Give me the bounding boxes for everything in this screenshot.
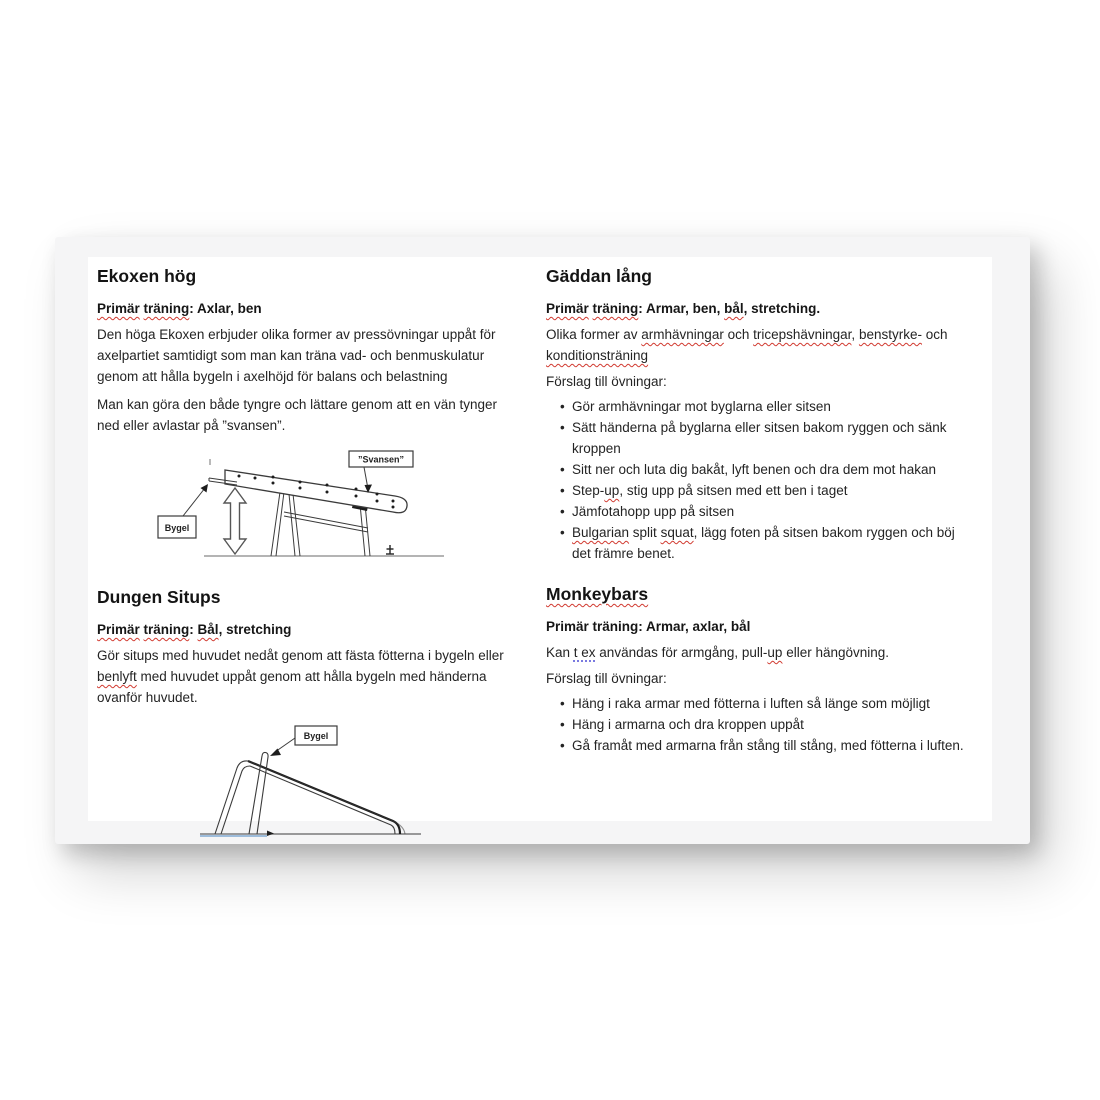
text-segment: Olika former av [546,327,642,342]
section-monkeybars [546,585,970,756]
up-down-arrow-icon [224,488,246,554]
column-left [97,267,521,841]
paragraph [97,394,521,436]
text-segment: Primär [97,301,140,316]
bullet-item [560,396,970,417]
text-segment: träning [143,301,190,316]
text-segment: Sätt händerna på byglarna eller sitsen bakom ryggen och sänk kroppen [572,420,947,456]
text-segment: , [851,327,859,342]
ground-mark-icon [267,831,274,837]
text-segment: , stig upp på sitsen med ett ben i taget [619,483,848,498]
label-bygel-text: Bygel [303,731,329,741]
text-segment: Bål [197,622,219,637]
dungen-diagram [197,716,427,841]
bullet-item [560,417,970,459]
ground-mark-icon [386,545,394,554]
text-segment: , lägg foten på sitsen bakom ryggen och böj det främre benet. [572,525,955,561]
primary-training-line [97,298,521,319]
section-ekoxen [97,267,521,571]
text-segment: squat [660,525,694,540]
paragraph [546,324,970,366]
text-segment: up [604,483,620,498]
suggestions-label: Förslag till övningar: [546,374,667,389]
section-heading-dungen: Dungen Situps [97,587,221,607]
text-segment: , stretching. [743,301,821,316]
text-segment: med huvudet uppåt genom att hålla bygeln med händerna ovanför huvudet. [97,669,487,705]
text-segment: split [629,525,661,540]
text-segment: Bulgarian [572,525,630,540]
paragraph [97,645,521,708]
text-segment: bål [724,301,744,316]
bullet-item [560,459,970,480]
section-dungen [97,588,521,841]
text-segment: tricepshävningar [753,327,852,342]
primary-training-line [97,619,521,640]
text-segment: Primär träning: Armar, axlar, bål [546,619,751,634]
text-segment: Gör armhävningar mot byglarna eller sitsen [572,399,831,414]
frame-incline [248,761,405,834]
column-right [546,267,970,756]
bullet-item [560,522,970,564]
text-segment: Man kan göra den både tyngre och lättare genom att en vän tynger ned eller avlastar på ”svansen”. [97,397,498,433]
label-svansen [349,451,413,493]
text-segment: benlyft [97,669,137,684]
text-segment: eller hängövning. [782,645,890,660]
text-segment: Primär [97,622,140,637]
text-segment: Step- [572,483,605,498]
document-page [88,257,992,821]
text-segment: Gör situps med huvudet nedåt genom att fästa fötterna i bygeln eller [97,648,504,663]
right-leg [360,504,370,556]
label-svansen-text: ”Svansen” [357,454,405,465]
primary-training-line [546,616,970,637]
text-segment: up [767,645,783,660]
text-segment: , stretching [218,622,292,637]
section-gaddan [546,267,970,564]
bullet-item [560,735,970,756]
bullet-item [560,714,970,735]
text-segment: Häng i raka armar med fötterna i luften så länge som möjligt [572,696,930,711]
plank [225,470,407,513]
bullet-item [560,480,970,501]
text-segment: Häng i armarna och dra kroppen uppåt [572,717,804,732]
text-segment: och [723,327,754,342]
document-card [55,237,1030,844]
text-segment: konditionsträning [546,348,649,363]
paragraph [546,642,970,663]
label-bygel-text: Bygel [164,523,190,533]
suggestions-label: Förslag till övningar: [546,671,667,686]
text-segment: Sitt ner och luta dig bakåt, lyft benen och dra dem mot hakan [572,462,936,477]
text-segment: Primär [546,301,589,316]
text-segment: användas för armgång, pull- [595,645,768,660]
bullet-list [546,693,970,756]
bullet-item [560,693,970,714]
middle-legs [271,492,300,556]
text-segment: Jämfotahopp upp på sitsen [572,504,735,519]
text-segment: Kan [546,645,574,660]
text-segment: och [921,327,948,342]
bullet-item [560,501,970,522]
section-heading-ekoxen: Ekoxen hög [97,266,197,286]
text-segment: Monkeybars [546,584,649,604]
section-heading-monkeybars [546,585,970,604]
text-segment: benstyrke- [858,327,922,342]
label-bygel [270,726,337,756]
frame-left-legs [215,761,250,834]
section-heading-gaddan: Gäddan lång [546,266,652,286]
text-segment: : Armar, ben, [638,301,725,316]
label-bygel [158,484,208,538]
text-segment: armhävningar [641,327,724,342]
text-segment: t ex [573,645,596,660]
text-segment: träning [592,301,639,316]
bullet-list [546,396,970,564]
text-segment: : [189,622,198,637]
text-segment: Gå framåt med armarna från stång till stång, med fötterna i luften. [572,738,964,753]
ekoxen-diagram [152,446,452,571]
text-segment: träning [143,622,190,637]
text-segment: Den höga Ekoxen erbjuder olika former av pressövningar uppåt för axelpartiet samtidigt som man kan träna vad- och benmuskulatur genom att hålla bygeln i axelhöjd för balans och belastning [97,327,496,384]
primary-training-line [546,298,970,319]
text-segment: : Axlar, ben [189,301,262,316]
paragraph [97,324,521,387]
